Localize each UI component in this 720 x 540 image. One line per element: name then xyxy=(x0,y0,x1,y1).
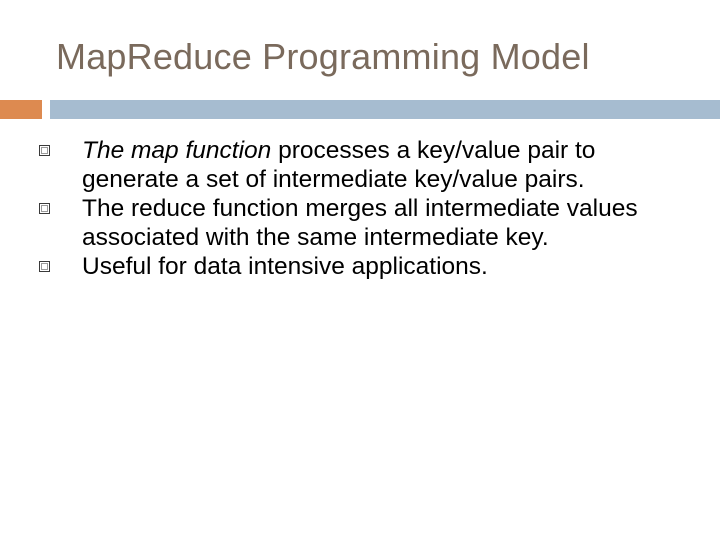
square-bullet-icon xyxy=(39,145,50,156)
bullet-list xyxy=(0,136,720,281)
bullet-text: processes a key/value pair to generate a set of intermediate key/value pairs. xyxy=(82,137,596,193)
square-bullet-icon xyxy=(39,203,50,214)
slide-title: MapReduce Programming Model xyxy=(56,36,590,77)
bullet-text: The reduce function merges all intermediate values associated with the same intermediate key. xyxy=(82,195,638,251)
bullet-item-useful xyxy=(0,252,682,281)
title-accent-bar xyxy=(0,100,42,119)
bullet-item-reduce xyxy=(0,194,682,252)
bullet-text: Useful for data intensive applications. xyxy=(82,253,488,280)
title-rule-bar xyxy=(50,100,720,119)
bullet-item-map xyxy=(0,136,682,194)
square-bullet-icon xyxy=(39,261,50,272)
bullet-lead-italic: The map function xyxy=(82,137,272,164)
